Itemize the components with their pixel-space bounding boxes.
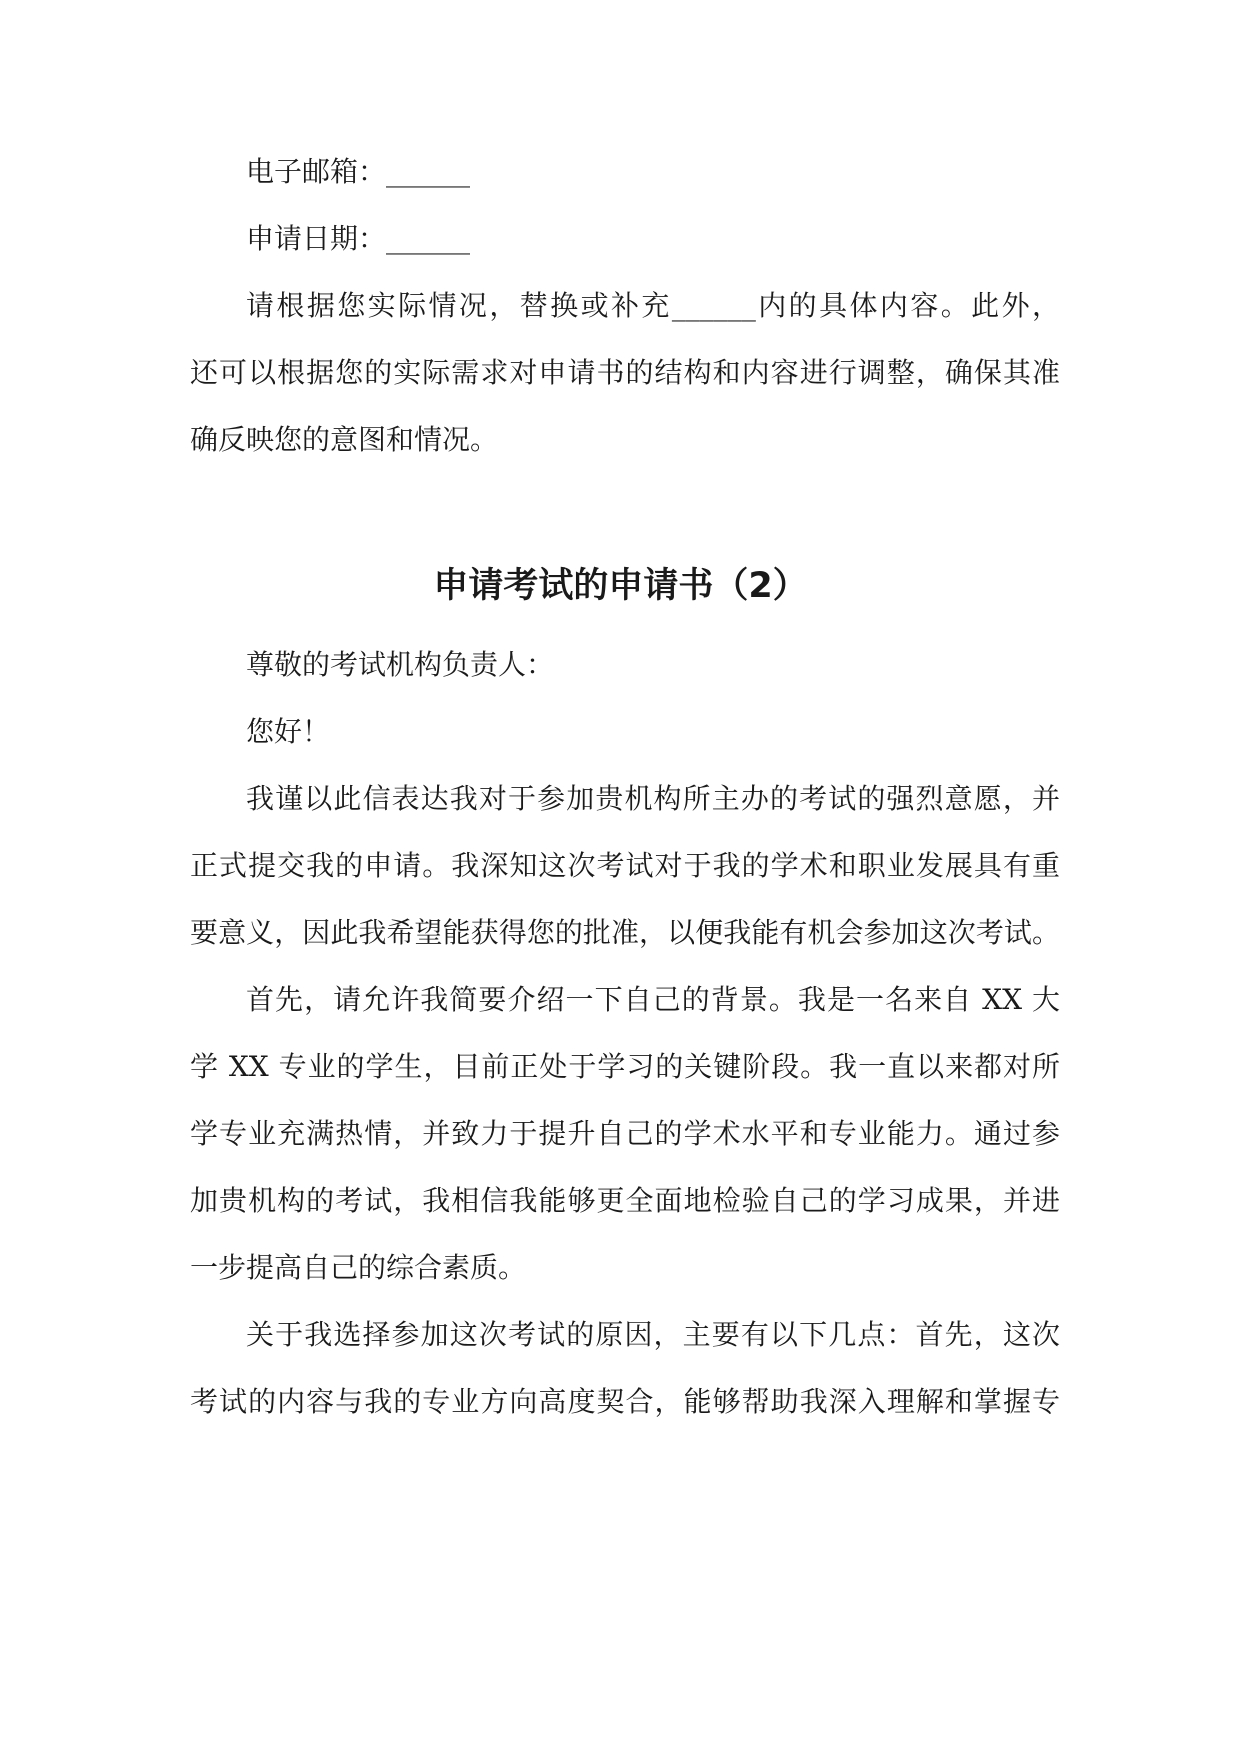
paragraph-line: 考试的内容与我的专业方向高度契合，能够帮助我深入理解和掌握专 <box>190 1385 1060 1418</box>
paragraph-line: 关于我选择参加这次考试的原因，主要有以下几点：首先，这次 <box>246 1318 1060 1351</box>
note-line: 还可以根据您的实际需求对申请书的结构和内容进行调整，确保其准 <box>190 356 1060 389</box>
paragraph-line: 学专业充满热情，并致力于提升自己的学术水平和专业能力。通过参 <box>190 1117 1060 1150</box>
paragraph-line: 学 XX 专业的学生，目前正处于学习的关键阶段。我一直以来都对所 <box>190 1050 1060 1083</box>
apply-date-value: ______ <box>386 222 471 255</box>
email-field-line <box>246 152 1060 192</box>
greeting: 您好！ <box>246 715 331 748</box>
paragraph-line: 我谨以此信表达我对于参加贵机构所主办的考试的强烈意愿，并 <box>246 782 1060 815</box>
apply-date-label: 申请日期： <box>246 222 387 255</box>
note-line: 请根据您实际情况，替换或补充______内的具体内容。此外， <box>246 289 1060 322</box>
note-line: 确反映您的意图和情况。 <box>190 423 499 456</box>
paragraph-line: 正式提交我的申请。我深知这次考试对于我的学术和职业发展具有重 <box>190 849 1060 882</box>
paragraph-line: 首先，请允许我简要介绍一下自己的背景。我是一名来自 XX 大 <box>246 983 1060 1016</box>
paragraph-line: 要意义，因此我希望能获得您的批准，以便我能有机会参加这次考试。 <box>190 916 1060 949</box>
email-label: 电子邮箱： <box>246 155 387 188</box>
paragraph-line: 加贵机构的考试，我相信我能够更全面地检验自己的学习成果，并进 <box>190 1184 1060 1217</box>
salutation: 尊敬的考试机构负责人： <box>246 648 555 681</box>
email-value: ______ <box>386 155 471 188</box>
letter-title: 申请考试的申请书（2） <box>433 566 808 606</box>
paragraph-line: 一步提高自己的综合素质。 <box>190 1251 527 1284</box>
apply-date-field-line <box>246 219 1060 259</box>
